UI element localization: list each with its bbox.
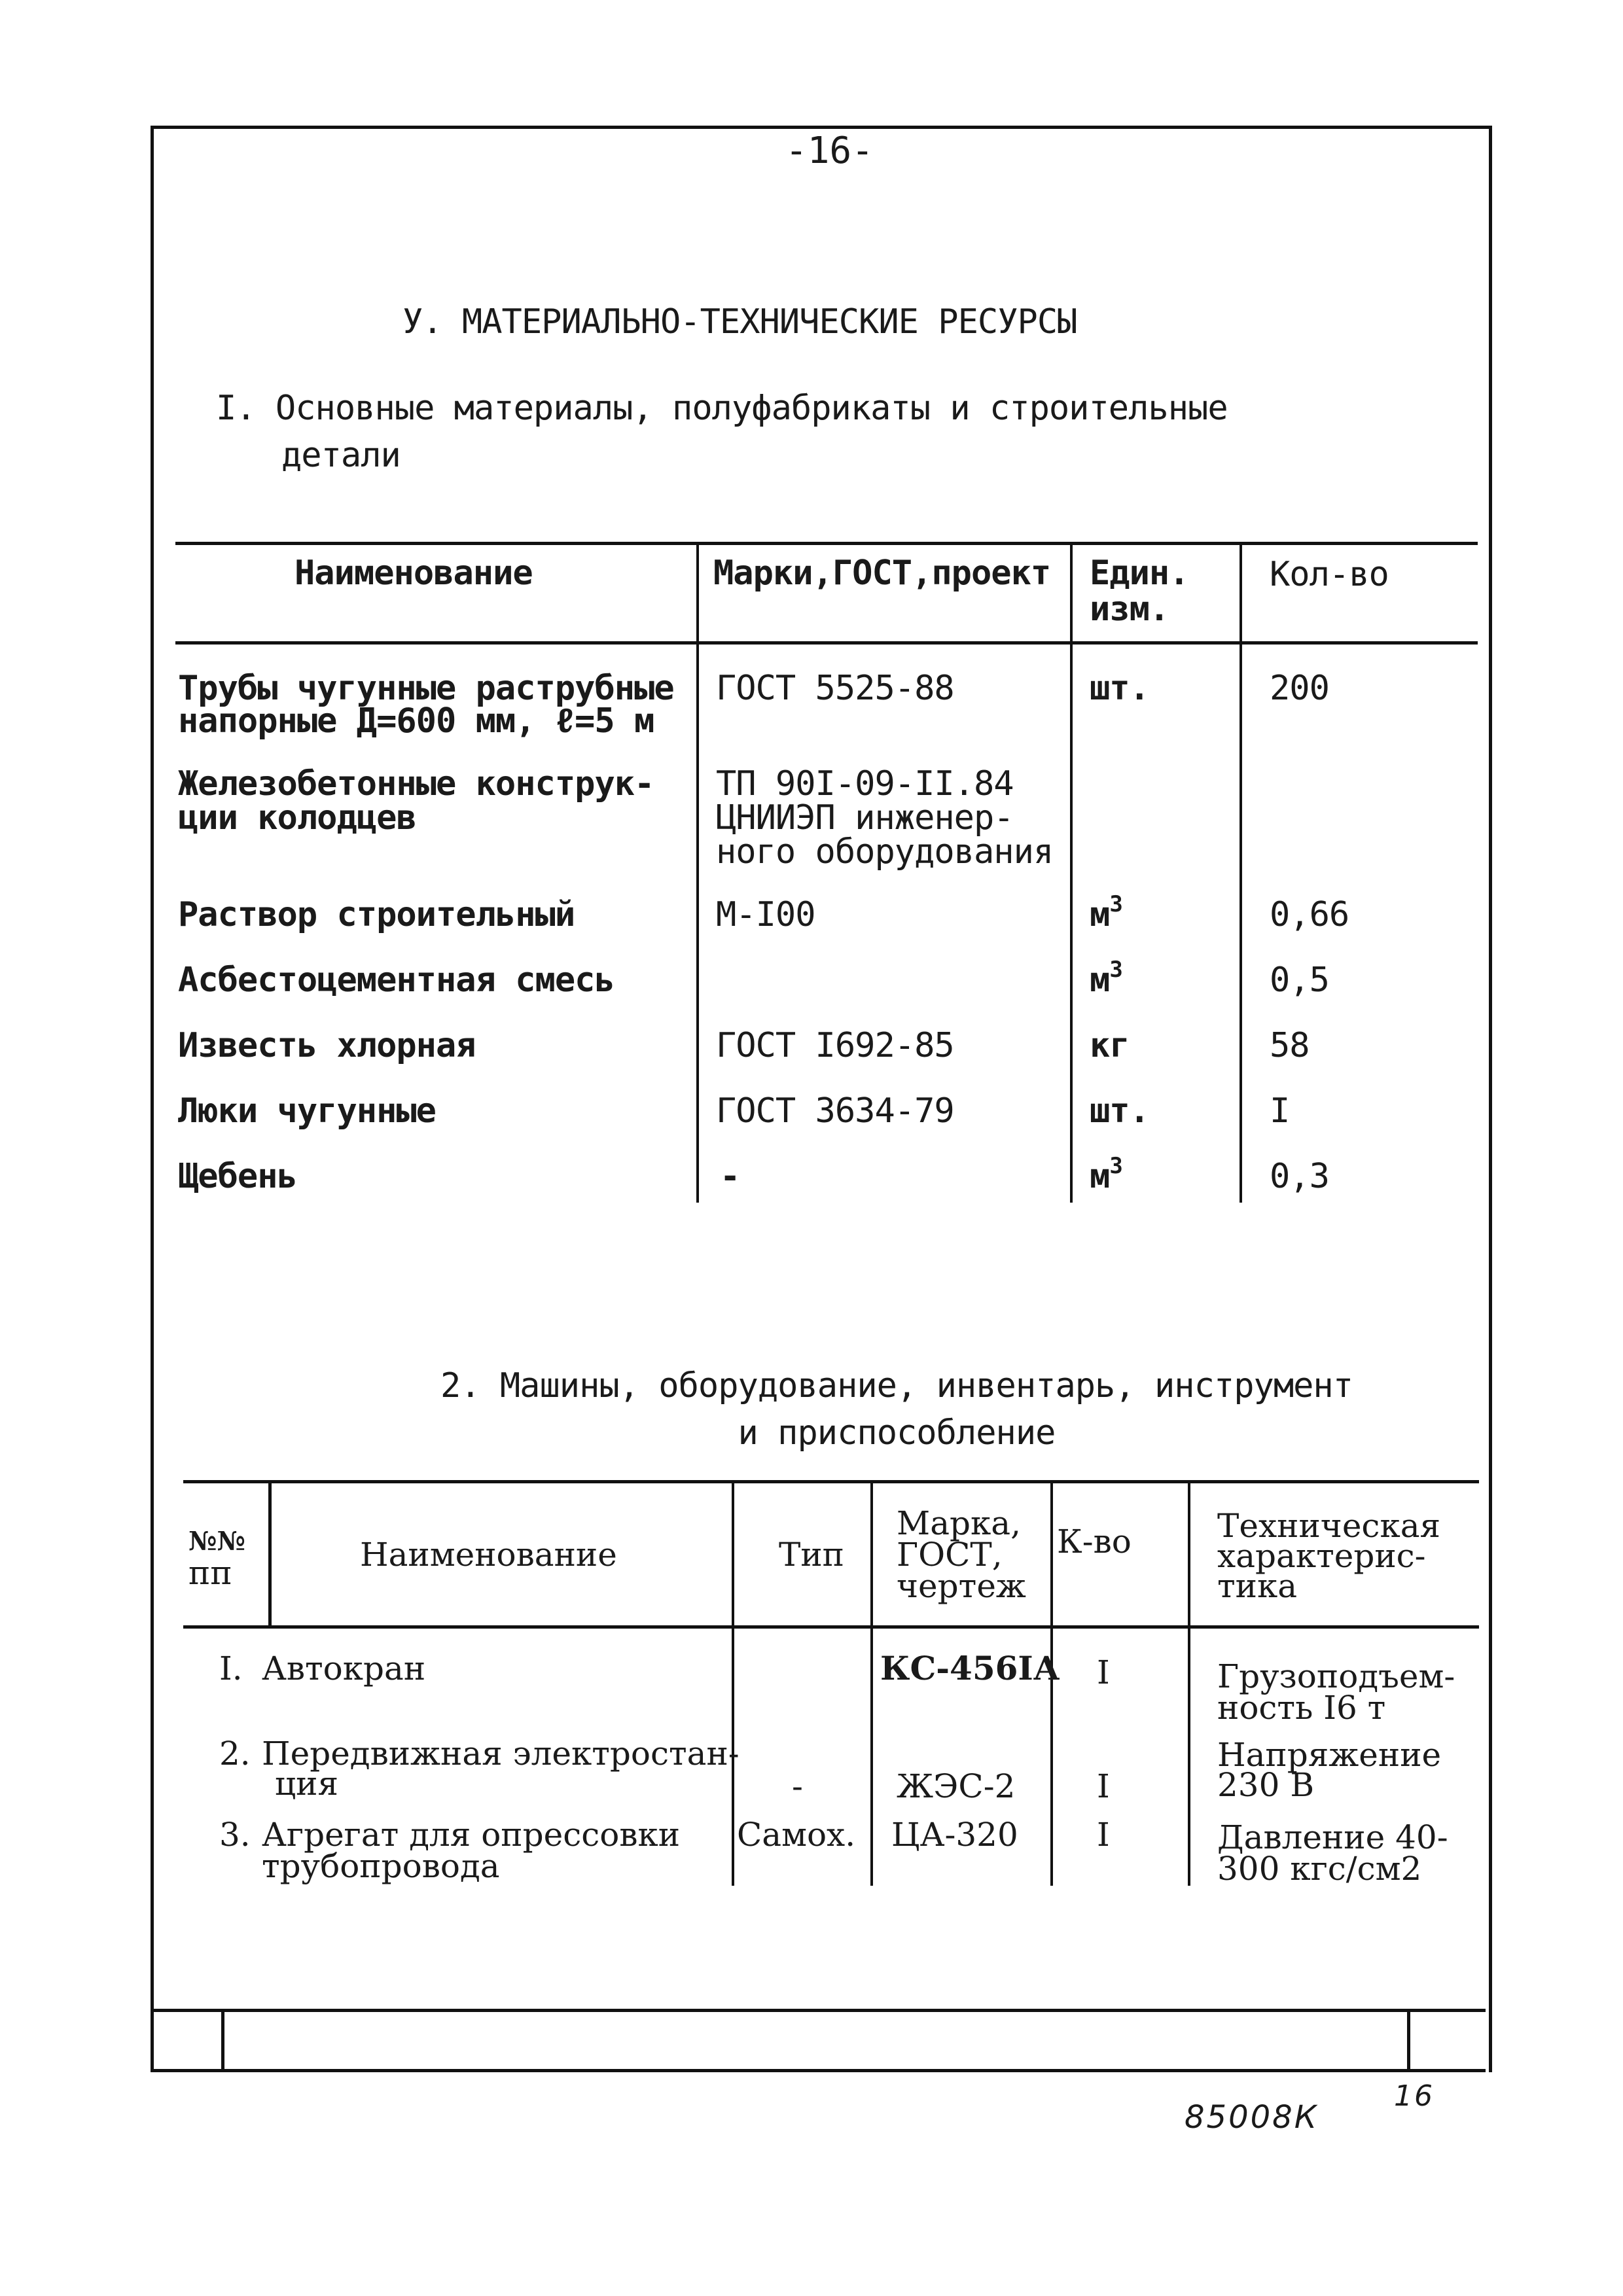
t1-row4-unit-text: м [1090, 961, 1110, 1000]
t1-row5-name: Известь хлорная [178, 1026, 476, 1065]
t1-header-name: Наименование [294, 554, 533, 593]
t1-row2-mark-3: ного оборудования [716, 832, 1054, 872]
subsection-1-line1: I. Основные материалы, полуфабрикаты и строительные [216, 389, 1228, 428]
t1-header-qty: Кол-во [1270, 555, 1389, 594]
subsection-1-line2: детали [281, 436, 401, 475]
t1-col-divider-2 [1070, 542, 1073, 1203]
t2-row3-name-1: Агрегат для опрессовки [262, 1816, 681, 1854]
stamp-bottom-line [151, 2069, 1486, 2072]
t1-row4-qty: 0,5 [1270, 961, 1329, 1000]
t1-header-rule [175, 641, 1478, 645]
t2-row1-name: Автокран [262, 1650, 426, 1687]
page-number: -16- [785, 130, 874, 172]
t1-row1-name-1: Трубы чугунные раструбные [178, 669, 674, 708]
subsection-1-title [216, 385, 1329, 479]
t1-row5-unit: кг [1090, 1026, 1130, 1065]
t1-row3-qty: 0,66 [1270, 895, 1349, 934]
t1-row7-unit-text: м [1090, 1157, 1110, 1196]
t2-header-num-1: №№ [188, 1526, 245, 1557]
t1-row3-unit-sup: 3 [1109, 891, 1122, 917]
t2-row3-spec-1: Давление 40- [1217, 1818, 1448, 1856]
t2-row2-spec-2: 230 В [1217, 1766, 1315, 1804]
t2-header-mark-1: Марка, [897, 1504, 1021, 1542]
t2-row3-name-2: трубопровода [262, 1847, 500, 1885]
t1-row7-qty: 0,3 [1270, 1157, 1329, 1196]
t1-row1-unit: шт. [1090, 669, 1149, 708]
t2-row2-name-2: ция [275, 1765, 339, 1803]
t2-col-divider-1 [268, 1480, 272, 1628]
t1-row3-unit-text: м [1090, 895, 1110, 934]
t2-col-divider-3 [870, 1480, 873, 1886]
t1-row7-name: Щебень [178, 1157, 297, 1196]
subsection-2-line1: 2. Машины, оборудование, инвентарь, инструмент [440, 1366, 1353, 1405]
t2-header-type: Тип [779, 1536, 844, 1574]
t1-row6-mark: ГОСТ 3634-79 [716, 1091, 954, 1131]
stamp-top-line [151, 2009, 1486, 2012]
t2-header-spec-2: характерис- [1217, 1537, 1426, 1575]
t2-row2-type: - [792, 1767, 803, 1805]
t1-row3-unit [1090, 891, 1122, 936]
t2-row3-num: 3. [219, 1816, 251, 1854]
t1-row3-mark: М-I00 [716, 895, 815, 934]
stamp-left-divider [221, 2009, 224, 2072]
t1-header-unit-1: Един. [1090, 554, 1189, 593]
t1-row2-name-1: Железобетонные конструк- [178, 764, 654, 804]
document-code: 85008К [1185, 2099, 1319, 2136]
t2-header-num-2: пп [188, 1554, 232, 1592]
t1-row3-name: Раствор строительный [178, 895, 575, 934]
t1-row7-mark: - [720, 1157, 740, 1196]
t1-row7-unit-sup: 3 [1109, 1153, 1122, 1179]
t2-row2-name-1: Передвижная электростан- [262, 1735, 740, 1773]
t1-row6-name: Люки чугунные [178, 1091, 436, 1131]
t2-row3-mark: ЦА-320 [891, 1816, 1018, 1854]
t1-row5-mark: ГОСТ I692-85 [716, 1026, 954, 1065]
t1-row6-qty: I [1270, 1091, 1290, 1131]
t2-row3-qty: I [1097, 1816, 1110, 1854]
t2-header-name: Наименование [360, 1536, 617, 1574]
subsection-2-title [406, 1362, 1387, 1457]
t1-top-rule [175, 542, 1478, 545]
t1-row5-qty: 58 [1270, 1026, 1310, 1065]
t2-row1-mark: КС-456IА [880, 1649, 1060, 1687]
subsection-2-line2: и приспособление [738, 1413, 1056, 1453]
t2-row3-spec-2: 300 кгс/см2 [1217, 1850, 1422, 1888]
t1-row2-mark-2: ЦНИИЭП инженер- [716, 798, 1014, 838]
t2-row2-mark: ЖЭС-2 [897, 1767, 1016, 1805]
t2-row1-spec-1: Грузоподъем- [1217, 1657, 1455, 1695]
t2-row3-type: Самох. [737, 1816, 856, 1854]
t1-row4-unit [1090, 957, 1122, 1001]
t1-row6-unit: шт. [1090, 1091, 1149, 1131]
t2-row2-spec-1: Напряжение [1217, 1736, 1442, 1774]
t1-row1-name-2: напорные Д=600 мм, ℓ=5 м [178, 701, 654, 741]
t2-header-spec-3: тика [1217, 1567, 1298, 1605]
t1-row7-unit [1090, 1153, 1122, 1197]
section-title: У. МАТЕРИАЛЬНО-ТЕХНИЧЕСКИЕ РЕСУРСЫ [402, 302, 1077, 342]
t2-col-divider-2 [732, 1480, 734, 1886]
t1-col-divider-1 [696, 542, 699, 1203]
t2-header-mark-3: чертеж [897, 1567, 1026, 1605]
sheet-number: 16 [1394, 2079, 1435, 2113]
t1-col-divider-3 [1240, 542, 1242, 1203]
stamp-right-divider [1407, 2009, 1410, 2072]
t2-row1-qty: I [1097, 1653, 1110, 1691]
t2-header-rule [183, 1625, 1479, 1629]
t2-row1-spec-2: ность I6 т [1217, 1689, 1386, 1727]
t2-row1-num: I. [219, 1650, 243, 1687]
t1-header-unit-2: изм. [1090, 590, 1169, 629]
t2-col-divider-5 [1188, 1480, 1190, 1886]
t1-row1-qty: 200 [1270, 669, 1329, 708]
t1-row2-mark-1: ТП 90I-09-II.84 [716, 764, 1014, 804]
t2-row2-qty: I [1097, 1767, 1110, 1805]
t1-row4-unit-sup: 3 [1109, 957, 1122, 983]
t2-header-spec-1: Техническая [1217, 1507, 1441, 1545]
t2-header-mark-2: ГОСТ, [897, 1536, 1003, 1574]
t1-header-mark: Марки,ГОСТ,проект [713, 554, 1051, 593]
t1-row2-name-2: ции колодцев [178, 798, 416, 838]
t2-row2-num: 2. [219, 1735, 251, 1773]
t2-top-rule [183, 1480, 1479, 1483]
t1-row1-mark: ГОСТ 5525-88 [716, 669, 954, 708]
t2-header-qty: К-во [1057, 1523, 1132, 1561]
t1-row4-name: Асбестоцементная смесь [178, 961, 615, 1000]
